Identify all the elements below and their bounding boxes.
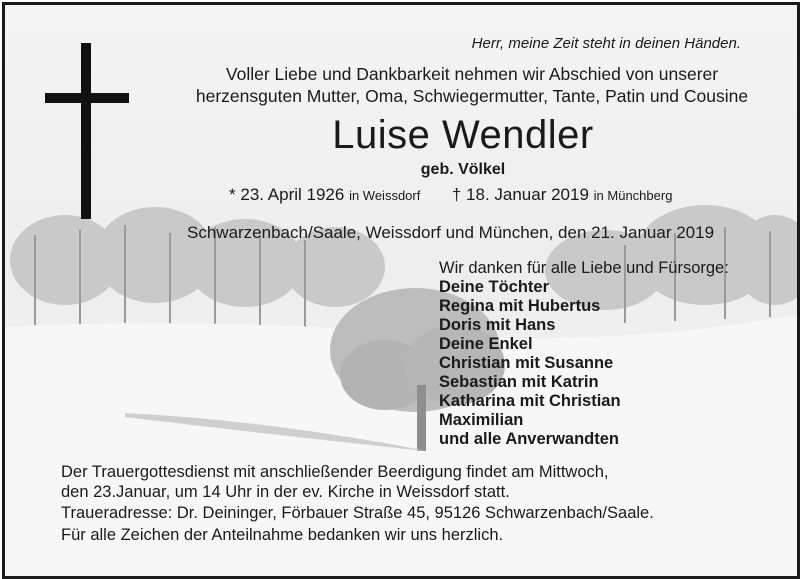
service-line-1: Der Trauergottesdienst mit anschließender Beerdigung findet am Mittwoch, [61, 463, 609, 481]
obituary-card [2, 2, 800, 579]
mourners-list [439, 278, 729, 449]
life-dates [229, 185, 672, 205]
list-item: Regina mit Hubertus [439, 297, 601, 315]
list-item: Sebastian mit Katrin [439, 373, 599, 391]
bible-quote: Herr, meine Zeit steht in deinen Händen. [471, 35, 741, 52]
list-item: Doris mit Hans [439, 316, 556, 334]
maiden-name: geb. Völkel [420, 161, 506, 178]
list-item: Deine Enkel [439, 335, 533, 353]
death-symbol: † [451, 185, 462, 204]
birth-date: 23. April 1926 [240, 185, 345, 204]
list-item: Maximilian [439, 411, 524, 429]
service-line-2: den 23.Januar, um 14 Uhr in der ev. Kirche in Weissdorf statt. [61, 482, 510, 501]
intro-text [5, 63, 800, 107]
thanks-heading: Wir danken für alle Liebe und Fürsorge: [439, 259, 729, 277]
list-item: Christian mit Susanne [439, 354, 614, 372]
death-date: 18. Januar 2019 [466, 185, 589, 204]
death-place: in Münchberg [593, 188, 673, 203]
deceased-name: Luise Wendler [332, 113, 594, 157]
list-item: Deine Töchter [439, 278, 550, 296]
intro-line-1: Voller Liebe und Dankbarkeit nehmen wir Abschied von unserer [225, 64, 719, 84]
list-item: und alle Anverwandten [439, 430, 620, 448]
closing-thanks: Für alle Zeichen der Anteilnahme bedanken wir uns herzlich. [61, 525, 504, 544]
birth-place: in Weissdorf [349, 188, 421, 203]
birth-symbol: * [229, 185, 236, 204]
place-and-date: Schwarzenbach/Saale, Weissdorf und München, den 21. Januar 2019 [187, 223, 715, 242]
list-item: Katharina mit Christian [439, 392, 621, 410]
mourning-address: Traueradresse: Dr. Deininger, Förbauer Straße 45, 95126 Schwarzenbach/Saale. [61, 504, 654, 522]
intro-line-2: herzensguten Mutter, Oma, Schwiegermutter, Tante, Patin und Cousine [195, 86, 749, 106]
service-info [61, 463, 654, 545]
mourners-block [439, 259, 729, 449]
